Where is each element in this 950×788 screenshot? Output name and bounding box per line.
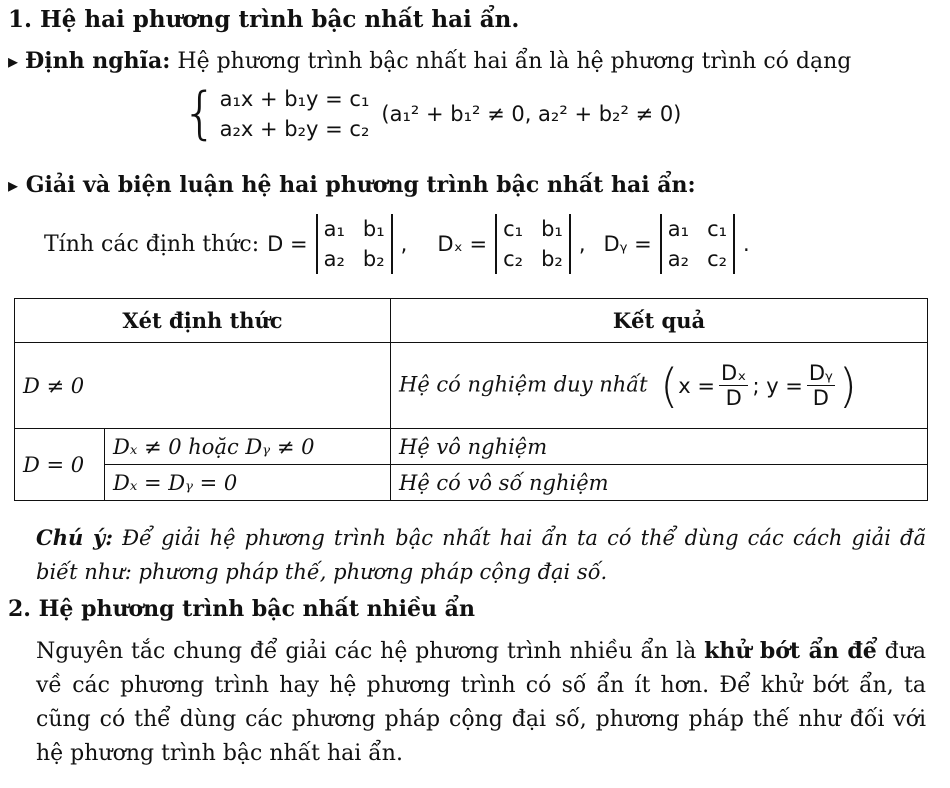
section-2-title: Hệ phương trình bậc nhất nhiều ẩn (38, 596, 475, 622)
header-left: Xét định thức (15, 299, 391, 343)
det-Dy-matrix: a₁ c₁ a₂ c₂ (660, 214, 735, 274)
table-row (15, 465, 928, 501)
row1-result-cell (391, 343, 928, 429)
section-2-heading (8, 596, 475, 622)
determinants-line (44, 214, 750, 274)
system-equations (220, 84, 370, 144)
section-1-heading (8, 6, 519, 33)
row2-condition: D = 0 (15, 429, 105, 501)
definition-text: Hệ phương trình bậc nhất hai ẩn là hệ phương trình có dạng (177, 49, 852, 74)
determinant-table (14, 298, 928, 501)
period: . (743, 232, 750, 256)
fraction-x: $\frac{\text{Dₓ}}{D}$ (720, 361, 747, 410)
para-after: đưa về các phương trình hay hệ phương trình có số ẩn ít hơn. Để khử bớt ẩn, ta cũng có thể dùng các phương pháp cộng đại số, phương pháp thế như đối với hệ phương trình bậc nhất hai ẩn. (36, 639, 927, 766)
det-Dx-matrix: c₁ b₁ c₂ b₂ (495, 214, 571, 274)
row2b-result: Hệ có vô số nghiệm (391, 465, 928, 501)
section-number-2: 2. (8, 596, 31, 622)
row1-result: Hệ có nghiệm duy nhất (399, 372, 648, 396)
linear-system (182, 81, 682, 146)
left-brace: { (182, 81, 218, 146)
determinant-intro: Tính các định thức: (44, 231, 260, 257)
system-condition: (a₁² + b₁² ≠ 0, a₂² + b₂² ≠ 0) (381, 102, 682, 126)
row1-condition: D ≠ 0 (15, 343, 391, 429)
section-2-paragraph (36, 634, 926, 771)
table-row (15, 343, 928, 429)
det-D-label: D = (267, 232, 308, 256)
fraction-y: $\frac{\text{Dᵧ}}{D}$ (808, 361, 833, 410)
unique-solution-formula: ( x = $\frac{\text{Dₓ}}{D}$ ; y = $\frac{\text{Dᵧ}}{D}$ ) (660, 358, 857, 413)
solve-label: Giải và biện luận hệ hai phương trình bậc nhất hai ẩn: (25, 172, 696, 198)
row2b-sub: Dₓ = Dᵧ = 0 (105, 465, 391, 501)
bullet-icon: ▸ (8, 49, 19, 73)
comma: , (400, 232, 408, 256)
para-bold: khử bớt ẩn để (704, 638, 877, 664)
table-row (15, 429, 928, 465)
solve-line (8, 172, 696, 198)
para-before: Nguyên tắc chung để giải các hệ phương trình nhiều ẩn là (36, 639, 697, 664)
comma: , (578, 232, 586, 256)
det-Dy-label: Dᵧ = (603, 232, 652, 256)
header-right: Kết quả (391, 299, 928, 343)
det-D-matrix: a₁ b₁ a₂ b₂ (316, 214, 393, 274)
system-eq-1: a₁x + b₁y = c₁ (219, 87, 370, 111)
note-paragraph (36, 521, 926, 589)
row2a-result: Hệ vô nghiệm (391, 429, 928, 465)
note-label: Chú ý: (36, 525, 113, 550)
section-1-title: Hệ hai phương trình bậc nhất hai ẩn. (40, 6, 520, 33)
system-eq-2: a₂x + b₂y = c₂ (219, 117, 370, 141)
bullet-icon: ▸ (8, 173, 19, 197)
definition-label: Định nghĩa: (25, 48, 171, 74)
definition-line (8, 48, 851, 74)
det-Dx-label: Dₓ = (437, 232, 488, 256)
section-number-1: 1. (8, 6, 33, 33)
table-header-row (15, 299, 928, 343)
note-text: Để giải hệ phương trình bậc nhất hai ẩn ta có thể dùng các cách giải đã biết như: phương pháp thế, phương pháp cộng đại số. (36, 526, 926, 584)
row2a-sub: Dₓ ≠ 0 hoặc Dᵧ ≠ 0 (105, 429, 391, 465)
